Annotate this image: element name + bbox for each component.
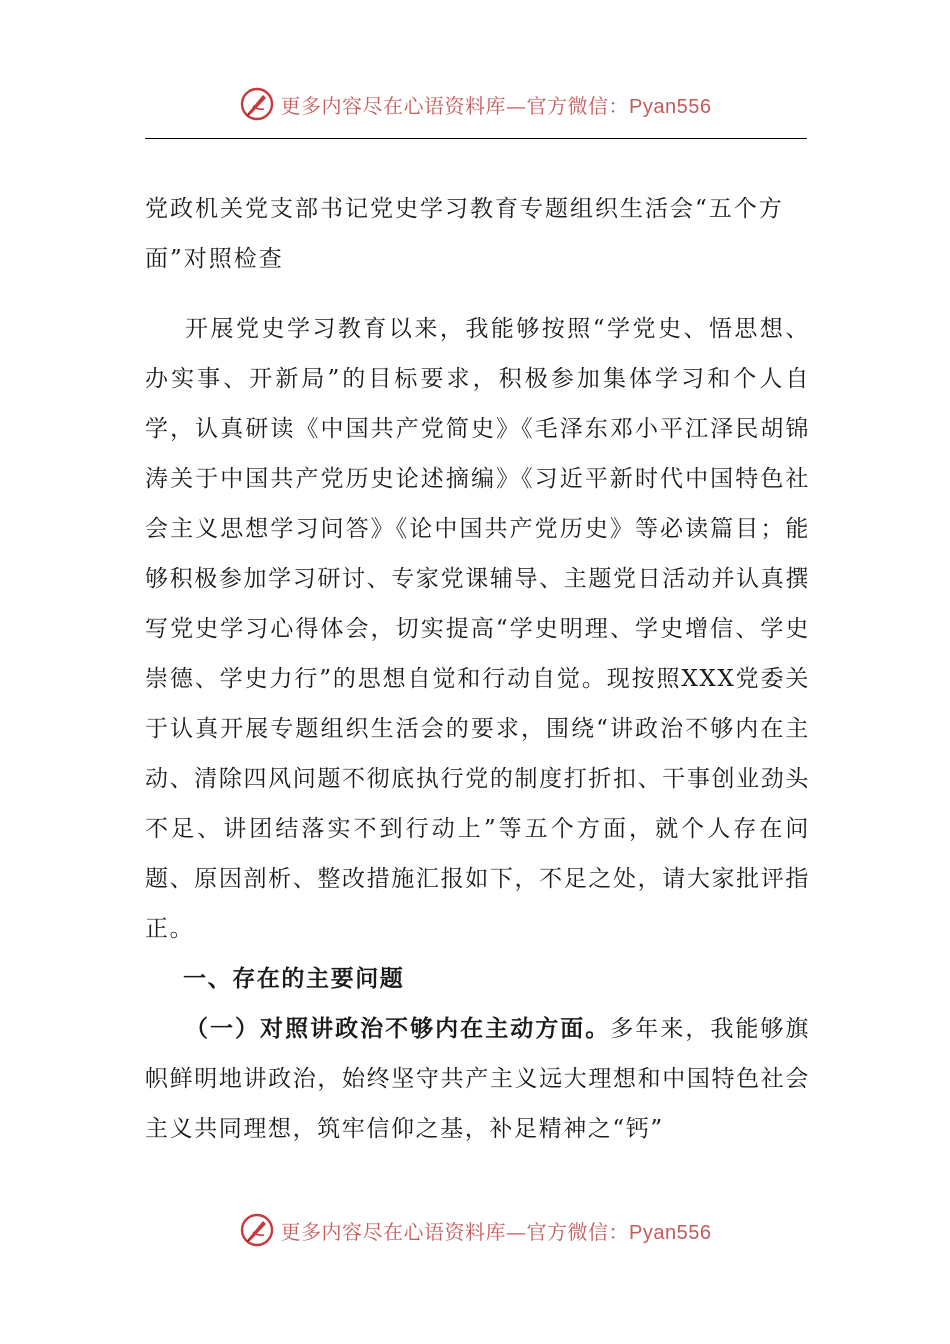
document-body bbox=[145, 184, 810, 1154]
document-title: 党政机关党支部书记党史学习教育专题组织生活会“五个方面”对照检查 bbox=[145, 196, 784, 272]
header-banner-text bbox=[281, 90, 712, 119]
footer-banner bbox=[0, 1208, 950, 1252]
header-banner bbox=[0, 82, 950, 126]
pen-logo-icon bbox=[239, 86, 275, 122]
header-banner-wechat-id: Pyan556 bbox=[629, 95, 712, 118]
subsection-text: 多年来，我能够旗帜鲜明地讲政治，始终坚守共产主义远大理想和中国特色社会主义共同理想，筑牢信仰之基，补足精神之“钙” bbox=[145, 1016, 810, 1142]
footer-banner-text bbox=[281, 1216, 712, 1245]
footer-banner-cn: 更多内容尽在心语资料库—官方微信： bbox=[280, 1219, 630, 1244]
section-heading: 一、存在的主要问题 bbox=[183, 965, 405, 992]
subsection-heading: （一）对照讲政治不够内在主动方面。 bbox=[185, 1015, 611, 1042]
header-rule bbox=[145, 138, 807, 139]
footer-banner-wechat-id: Pyan556 bbox=[629, 1221, 712, 1244]
intro-paragraph: 开展党史学习教育以来，我能够按照“学党史、悟思想、办实事、开新局”的目标要求，积极参加集体学习和个人自学，认真研读《中国共产党简史》《毛泽东邓小平江泽民胡锦涛关于中国共产党历史论述摘编》《习近平新时代中国特色社会主义思想学习问答》《论中国共产党历史》等必读篇目；能够积极参加学习研讨、专家党课辅导、主题党日活动并认真撰写党史学习心得体会，切实提高“学史明理、学史增信、学史崇德、学史力行”的思想自觉和行动自觉。现按照XXX党委关于认真开展专题组织生活会的要求，围绕“讲政治不够内在主动、清除四风问题不彻底执行党的制度打折扣、干事创业劲头不足、讲团结落实不到行动上”等五个方面，就个人存在问题、原因剖析、整改措施汇报如下，不足之处，请大家批评指正。 bbox=[145, 316, 810, 942]
header-banner-cn: 更多内容尽在心语资料库—官方微信： bbox=[280, 93, 630, 118]
pen-logo-icon bbox=[239, 1212, 275, 1248]
subsection-paragraph bbox=[145, 1004, 810, 1154]
